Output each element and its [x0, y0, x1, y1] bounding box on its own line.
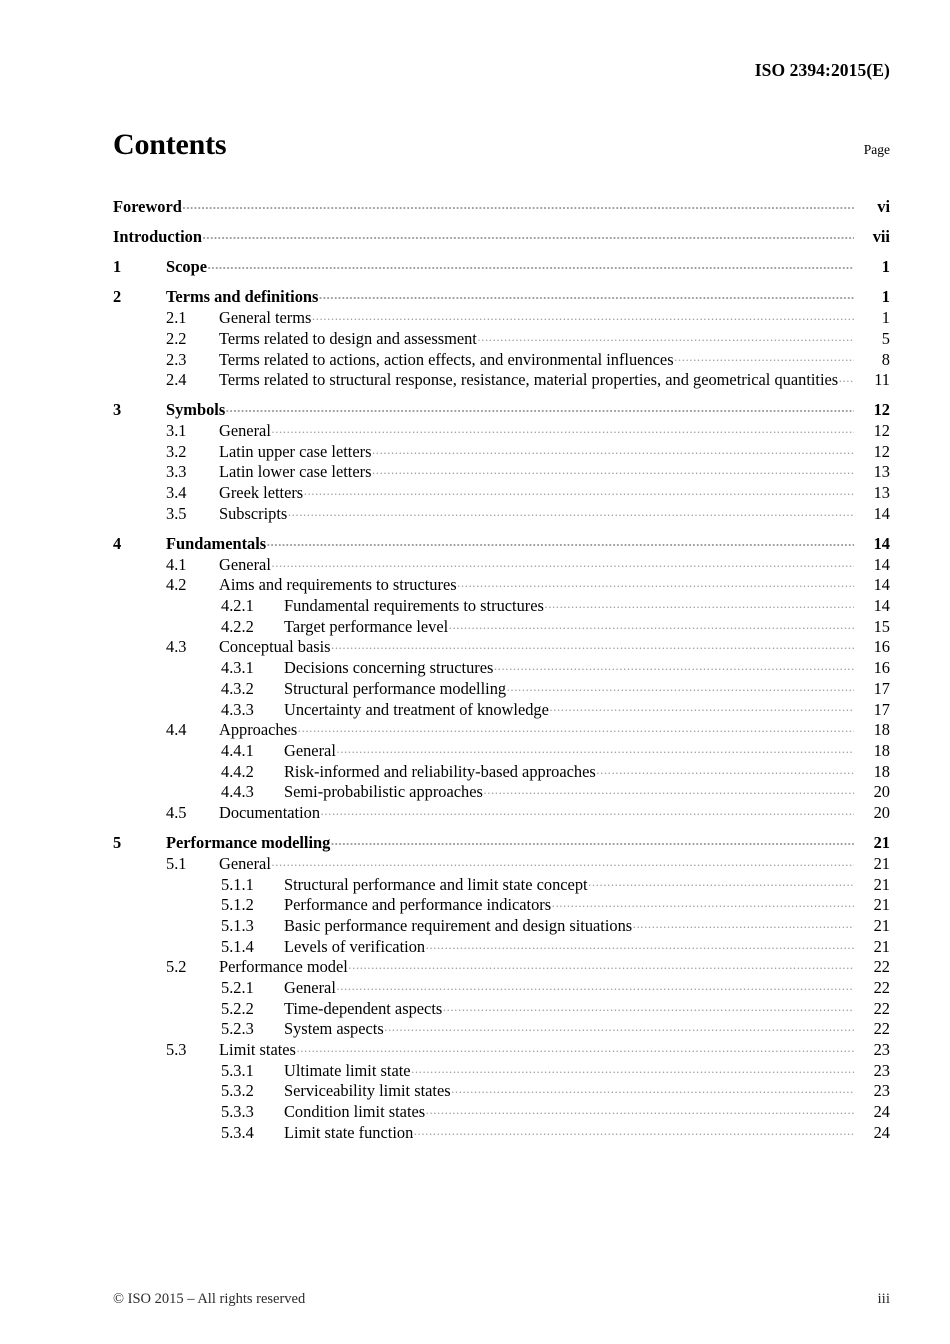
toc-entry-label-wrap [284, 1101, 854, 1122]
toc-entry-page-number: 21 [873, 936, 890, 956]
toc-dot-leader [207, 256, 854, 272]
toc-dot-leader [443, 997, 854, 1013]
toc-entry[interactable] [113, 677, 890, 698]
toc-dot-leader [288, 502, 854, 518]
toc-entry-label-wrap [219, 420, 854, 441]
toc-entry[interactable] [113, 1080, 890, 1101]
toc-entry-label-wrap [219, 461, 854, 482]
toc-entry-page-number: 24 [873, 1122, 890, 1142]
toc-entry-number: 5.2 [166, 957, 187, 977]
toc-entry-number: 5.1 [166, 853, 187, 873]
toc-entry-page-number: 20 [873, 802, 890, 822]
toc-entry-number: 2.1 [166, 308, 187, 328]
toc-dot-leader [202, 226, 854, 242]
toc-dot-leader [596, 760, 854, 776]
toc-entry-page-number: vii [872, 227, 890, 247]
toc-entry-number: 5.1.4 [221, 936, 254, 956]
toc-entry-number: 4.3.1 [221, 658, 254, 678]
toc-entry-label: Terms related to structural response, resistance, material properties, and geometrical quantities [219, 370, 839, 390]
toc-entry-label-wrap [219, 1039, 854, 1060]
toc-entry[interactable] [113, 698, 890, 719]
toc-entry-label: Symbols [166, 400, 226, 420]
toc-entry-label-wrap [284, 873, 854, 894]
toc-entry-page-number: 21 [873, 915, 890, 935]
toc-dot-leader [483, 781, 854, 797]
toc-entry-number: 4.4.3 [221, 782, 254, 802]
toc-entry-label-wrap [219, 553, 854, 574]
toc-dot-leader [674, 348, 854, 364]
toc-entry-number: 5.2.2 [221, 998, 254, 1018]
toc-entry-label: Risk-informed and reliability-based approaches [284, 761, 596, 781]
toc-entry-number: 2.4 [166, 370, 187, 390]
toc-entry-number: 3.2 [166, 441, 187, 461]
toc-entry-page-number: 11 [874, 370, 890, 390]
toc-entry-label-wrap [113, 196, 854, 217]
toc-entry-page-number: 1 [881, 287, 890, 307]
toc-entry[interactable] [113, 327, 890, 348]
toc-dot-leader [336, 740, 854, 756]
toc-dot-leader [271, 420, 854, 436]
toc-entry-number: 3.4 [166, 483, 187, 503]
toc-entry-label: Performance modelling [166, 833, 331, 853]
toc-entry[interactable] [113, 1059, 890, 1080]
toc-entry-label: System aspects [284, 1019, 384, 1039]
toc-entry-label: Fundamental requirements to structures [284, 596, 544, 616]
toc-dot-leader [267, 533, 854, 549]
toc-entry-label-wrap [284, 1059, 854, 1080]
toc-dot-leader [426, 935, 854, 951]
toc-entry-page-number: 21 [873, 874, 890, 894]
toc-dot-leader [839, 369, 854, 385]
toc-entry-page-number: 13 [873, 483, 890, 503]
toc-entry-label: Performance and performance indicators [284, 895, 552, 915]
toc-entry[interactable] [113, 1039, 890, 1060]
toc-entry-label-wrap [284, 615, 854, 636]
toc-dot-leader [319, 286, 854, 302]
toc-entry[interactable] [113, 1018, 890, 1039]
toc-entry[interactable] [113, 369, 890, 390]
toc-entry-label: Latin upper case letters [219, 441, 372, 461]
toc-dot-leader [271, 553, 854, 569]
page-title: Contents [113, 128, 227, 161]
toc-entry-number: 5.1.3 [221, 915, 254, 935]
toc-entry[interactable] [113, 399, 890, 420]
toc-entry-number: 2.2 [166, 328, 187, 348]
toc-entry-label: Levels of verification [284, 936, 426, 956]
toc-dot-leader [426, 1101, 854, 1117]
toc-entry[interactable] [113, 533, 890, 554]
toc-entry-page-number: 13 [873, 462, 890, 482]
toc-entry-label-wrap [166, 832, 854, 853]
toc-entry-number: 5.2.3 [221, 1019, 254, 1039]
toc-entry[interactable] [113, 440, 890, 461]
toc-entry[interactable] [113, 802, 890, 823]
toc-entry-label: Limit states [219, 1040, 296, 1060]
toc-entry-number: 4.2.2 [221, 616, 254, 636]
toc-entry[interactable] [113, 997, 890, 1018]
toc-entry-label-wrap [284, 698, 854, 719]
toc-entry[interactable] [113, 595, 890, 616]
toc-entry-number: 5 [113, 833, 122, 853]
toc-entry-label-wrap [219, 956, 854, 977]
toc-entry-label: Terms related to actions, action effects, and environmental influences [219, 349, 674, 369]
toc-entry-number: 3.5 [166, 503, 187, 523]
toc-entry-number: 4.3 [166, 637, 187, 657]
toc-entry-label-wrap [284, 1121, 854, 1142]
toc-entry-page-number: 22 [873, 1019, 890, 1039]
toc-dot-leader [414, 1121, 854, 1137]
copyright-notice: © ISO 2015 – All rights reserved [113, 1291, 306, 1307]
toc-entry[interactable] [113, 307, 890, 328]
toc-dot-leader [507, 677, 854, 693]
toc-entry[interactable] [113, 740, 890, 761]
toc-entry-number: 5.2.1 [221, 977, 254, 997]
toc-dot-leader [384, 1018, 854, 1034]
toc-entry-label: Semi-probabilistic approaches [284, 782, 483, 802]
toc-entry[interactable] [113, 956, 890, 977]
toc-entry-number: 5.1.2 [221, 895, 254, 915]
toc-entry-label-wrap [284, 781, 854, 802]
toc-dot-leader [449, 615, 854, 631]
toc-entry[interactable] [113, 1101, 890, 1122]
toc-entry-label: Basic performance requirement and design situations [284, 915, 633, 935]
toc-entry-number: 2.3 [166, 349, 187, 369]
toc-entry-label-wrap [219, 440, 854, 461]
page-column-header: Page [863, 142, 890, 157]
toc-entry[interactable] [113, 196, 890, 217]
toc-entry[interactable] [113, 873, 890, 894]
toc-entry[interactable] [113, 894, 890, 915]
toc-entry-number: 5.1.1 [221, 874, 254, 894]
toc-entry-page-number: 23 [873, 1040, 890, 1060]
toc-entry-page-number: 5 [881, 328, 890, 348]
toc-entry-label-wrap [284, 935, 854, 956]
toc-entry[interactable] [113, 256, 890, 277]
toc-dot-leader [544, 595, 854, 611]
toc-entry-label: Subscripts [219, 503, 288, 523]
toc-entry-number: 3.3 [166, 462, 187, 482]
toc-entry-label: General [284, 740, 336, 760]
toc-entry-label-wrap [284, 740, 854, 761]
toc-dot-leader [549, 698, 854, 714]
toc-entry-page-number: 18 [873, 720, 890, 740]
toc-entry-page-number: 14 [873, 554, 890, 574]
toc-dot-leader [372, 461, 854, 477]
page-folio: iii [877, 1291, 890, 1307]
toc-dot-leader [182, 196, 854, 212]
toc-entry-label: Terms and definitions [166, 287, 319, 307]
toc-entry-number: 4 [113, 534, 122, 554]
toc-entry-number: 5.3.1 [221, 1060, 254, 1080]
toc-dot-leader [494, 657, 854, 673]
toc-entry[interactable] [113, 977, 890, 998]
toc-entry-label-wrap [284, 760, 854, 781]
toc-entry-page-number: 17 [873, 678, 890, 698]
toc-entry-number: 4.5 [166, 802, 187, 822]
toc-entry-label: Time-dependent aspects [284, 998, 443, 1018]
toc-entry-label: General [284, 977, 336, 997]
toc-entry[interactable] [113, 935, 890, 956]
toc-entry-number: 4.3.3 [221, 699, 254, 719]
toc-entry[interactable] [113, 286, 890, 307]
toc-entry-number: 4.4.1 [221, 740, 254, 760]
toc-entry-label-wrap [219, 348, 854, 369]
toc-entry-label: Performance model [219, 957, 348, 977]
toc-entry-label-wrap [219, 802, 854, 823]
toc-dot-leader [372, 440, 854, 456]
toc-entry-page-number: 16 [873, 637, 890, 657]
toc-entry-label: General [219, 554, 271, 574]
toc-entry-label: Conceptual basis [219, 637, 331, 657]
toc-entry[interactable] [113, 615, 890, 636]
toc-entry-page-number: 21 [873, 895, 890, 915]
toc-entry-label-wrap [219, 369, 854, 390]
toc-entry-label: Scope [166, 257, 207, 277]
toc-entry-label: Foreword [113, 196, 182, 216]
toc-entry-label: Latin lower case letters [219, 462, 372, 482]
toc-dot-leader [348, 956, 854, 972]
toc-entry[interactable] [113, 781, 890, 802]
toc-entry-page-number: 23 [873, 1081, 890, 1101]
toc-entry-label-wrap [284, 894, 854, 915]
toc-entry-page-number: 14 [873, 534, 890, 554]
toc-entry[interactable] [113, 574, 890, 595]
toc-entry-label-wrap [284, 1018, 854, 1039]
toc-entry-page-number: 22 [873, 957, 890, 977]
toc-dot-leader [331, 832, 854, 848]
toc-entry-page-number: 12 [873, 421, 890, 441]
toc-entry[interactable] [113, 832, 890, 853]
contents-title-row [113, 128, 890, 162]
toc-entry-number: 5.3.4 [221, 1122, 254, 1142]
toc-entry-label: Target performance level [284, 616, 449, 636]
toc-dot-leader [226, 399, 854, 415]
toc-entry-page-number: vi [877, 196, 890, 216]
toc-entry-page-number: 22 [873, 977, 890, 997]
toc-entry-label-wrap [219, 502, 854, 523]
document-header: ISO 2394:2015(E) [754, 60, 890, 80]
toc-entry-page-number: 18 [873, 761, 890, 781]
toc-entry-page-number: 8 [881, 349, 890, 369]
toc-dot-leader [331, 636, 854, 652]
toc-entry-label-wrap [284, 915, 854, 936]
toc-entry-number: 5.3.3 [221, 1102, 254, 1122]
toc-dot-leader [588, 873, 854, 889]
toc-entry[interactable] [113, 461, 890, 482]
toc-entry-page-number: 21 [873, 833, 890, 853]
toc-entry-label: Ultimate limit state [284, 1060, 411, 1080]
toc-entry[interactable] [113, 636, 890, 657]
toc-dot-leader [271, 852, 854, 868]
toc-dot-leader [312, 307, 854, 323]
toc-entry-label-wrap [166, 399, 854, 420]
toc-entry-label-wrap [219, 636, 854, 657]
toc-entry-label-wrap [113, 226, 854, 247]
toc-dot-leader [296, 1039, 854, 1055]
toc-dot-leader [411, 1059, 854, 1075]
toc-entry-label-wrap [284, 977, 854, 998]
toc-entry-label-wrap [166, 533, 854, 554]
toc-dot-leader [552, 894, 854, 910]
toc-entry-label-wrap [284, 657, 854, 678]
toc-entry-label-wrap [219, 574, 854, 595]
toc-entry-number: 4.4 [166, 720, 187, 740]
toc-entry-label: Fundamentals [166, 534, 267, 554]
toc-dot-leader [304, 482, 854, 498]
toc-entry-number: 4.2.1 [221, 596, 254, 616]
toc-entry-label: General terms [219, 308, 312, 328]
toc-entry-label: Introduction [113, 227, 202, 247]
toc-entry-page-number: 16 [873, 658, 890, 678]
toc-dot-leader [336, 977, 854, 993]
toc-entry-number: 5.3.2 [221, 1081, 254, 1101]
toc-entry-page-number: 21 [873, 853, 890, 873]
toc-entry-number: 4.1 [166, 554, 187, 574]
toc-dot-leader [451, 1080, 854, 1096]
toc-entry-number: 2 [113, 287, 122, 307]
toc-entry-number: 4.4.2 [221, 761, 254, 781]
document-footer [113, 1291, 890, 1308]
toc-entry-label: Serviceability limit states [284, 1081, 451, 1101]
toc-entry[interactable] [113, 852, 890, 873]
toc-entry-page-number: 23 [873, 1060, 890, 1080]
toc-entry-label-wrap [284, 1080, 854, 1101]
toc-dot-leader [298, 719, 854, 735]
toc-entry-label-wrap [219, 307, 854, 328]
toc-dot-leader [457, 574, 854, 590]
toc-entry-page-number: 22 [873, 998, 890, 1018]
toc-entry-page-number: 14 [873, 596, 890, 616]
toc-entry-page-number: 20 [873, 782, 890, 802]
toc-entry-number: 4.3.2 [221, 678, 254, 698]
toc-entry-label: Condition limit states [284, 1102, 426, 1122]
toc-entry[interactable] [113, 226, 890, 247]
toc-entry-label-wrap [219, 327, 854, 348]
toc-entry-label-wrap [166, 286, 854, 307]
toc-entry-label-wrap [284, 997, 854, 1018]
toc-entry-page-number: 1 [881, 257, 890, 277]
toc-entry-number: 1 [113, 257, 122, 277]
toc-entry-label: Terms related to design and assessment [219, 328, 477, 348]
toc-entry-page-number: 14 [873, 575, 890, 595]
toc-entry-page-number: 1 [881, 308, 890, 328]
toc-entry-label: Documentation [219, 802, 321, 822]
toc-entry[interactable] [113, 553, 890, 574]
toc-entry-label: Uncertainty and treatment of knowledge [284, 699, 549, 719]
toc-entry[interactable] [113, 915, 890, 936]
toc-entry-label: Structural performance and limit state concept [284, 874, 588, 894]
toc-entry-number: 3.1 [166, 421, 187, 441]
toc-dot-leader [321, 802, 854, 818]
toc-entry-label: Limit state function [284, 1122, 414, 1142]
toc-entry-label-wrap [284, 595, 854, 616]
toc-entry[interactable] [113, 420, 890, 441]
toc-entry-label: General [219, 421, 271, 441]
toc-entry-label: General [219, 853, 271, 873]
toc-entry[interactable] [113, 482, 890, 503]
toc-entry-page-number: 12 [873, 400, 890, 420]
toc-entry[interactable] [113, 502, 890, 523]
toc-entry-label-wrap [284, 677, 854, 698]
toc-entry-label-wrap [219, 852, 854, 873]
toc-entry-label: Decisions concerning structures [284, 658, 494, 678]
toc-dot-leader [477, 327, 854, 343]
toc-entry[interactable] [113, 657, 890, 678]
toc-entry-label: Aims and requirements to structures [219, 575, 457, 595]
toc-entry-page-number: 18 [873, 740, 890, 760]
toc-entry-page-number: 12 [873, 441, 890, 461]
toc-entry[interactable] [113, 1121, 890, 1142]
toc-entry-label: Approaches [219, 720, 298, 740]
table-of-contents [113, 186, 890, 1142]
toc-entry[interactable] [113, 348, 890, 369]
toc-entry-number: 3 [113, 400, 122, 420]
toc-entry-page-number: 15 [873, 616, 890, 636]
toc-entry-label-wrap [219, 719, 854, 740]
toc-entry-label-wrap [166, 256, 854, 277]
toc-entry-number: 5.3 [166, 1040, 187, 1060]
toc-entry-number: 4.2 [166, 575, 187, 595]
toc-entry-label-wrap [219, 482, 854, 503]
toc-entry-page-number: 14 [873, 503, 890, 523]
toc-entry-label: Greek letters [219, 483, 304, 503]
toc-entry[interactable] [113, 760, 890, 781]
toc-entry-page-number: 24 [873, 1102, 890, 1122]
toc-entry-label: Structural performance modelling [284, 678, 507, 698]
toc-dot-leader [633, 915, 854, 931]
toc-entry[interactable] [113, 719, 890, 740]
toc-entry-page-number: 17 [873, 699, 890, 719]
